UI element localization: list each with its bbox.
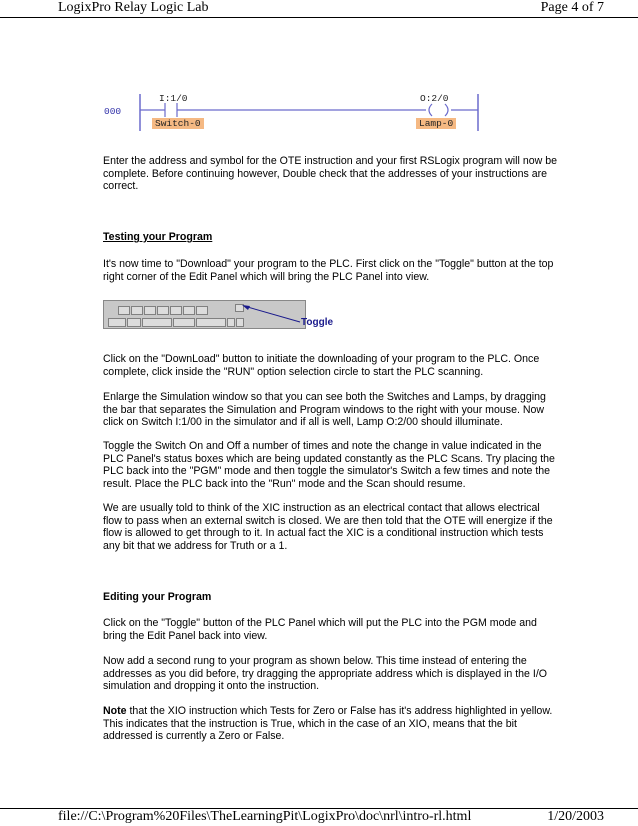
toolbar-icon-button (196, 306, 208, 315)
toolbar-icon-button (131, 306, 143, 315)
print-date: 1/20/2003 (547, 809, 604, 824)
toolbar-icon-button (183, 306, 195, 315)
heading-editing: Editing your Program (103, 591, 212, 603)
ote-symbol: Lamp-0 (416, 118, 456, 129)
toolbar-icon-button (170, 306, 182, 315)
toolbar-tab (127, 318, 141, 327)
note-text: that the XIO instruction which Tests for Zero or False has it's address highlighted in yellow. This indicates that the instruction is True, which in the case of an XIO, means that the bit addressed is currently a Zero or False. (103, 705, 553, 743)
testing-paragraph-1: It's now time to "Download" your program to the PLC. First click on the "Toggle" button at the top right corner of the Edit Panel which will bring the PLC Panel into view. (103, 258, 554, 283)
testing-paragraph-4: Toggle the Switch On and Off a number of times and note the change in value indicated in the PLC Panel's status boxes which are being updated constantly as the PLC Scans. Try placing the PLC back into the "PGM" mode and then toggle the simulator's Switch a few times and note the result. Place the PLC back into the "Run" mode and the Scan should resume. (103, 440, 555, 490)
page-number: Page 4 of 7 (540, 0, 604, 15)
toggle-callout-label: Toggle (301, 317, 334, 328)
editing-paragraph-1: Click on the "Toggle" button of the PLC Panel which will put the PLC into the PGM mode and bring the Edit Panel back into view. (103, 617, 537, 642)
rung-graphic (0, 0, 638, 140)
toolbar-icon-button (118, 306, 130, 315)
heading-testing: Testing your Program (103, 231, 213, 243)
toolbar-icon-button (157, 306, 169, 315)
rung-number: 000 (104, 106, 122, 117)
toolbar-tab (108, 318, 126, 327)
testing-paragraph-5: We are usually told to think of the XIC instruction as an electrical contact that allows electrical flow to pass when an external switch is closed. We are then told that the OTE will energize if the flow is allowed to get through to it. In actual fact the XIC is a conditional instruction which tests any bit that we address for Truth or a 1. (103, 502, 553, 552)
toolbar-tab (227, 318, 235, 327)
ladder-rung (0, 0, 638, 140)
editing-paragraph-3 (103, 705, 558, 743)
testing-paragraph-2: Click on the "DownLoad" button to initiate the downloading of your program to the PLC. Once complete, click inside the "RUN" option selection circle to start the PLC scanning. (103, 353, 540, 378)
editing-paragraph-2: Now add a second rung to your program as shown below. This time instead of entering the addresses as you did before, try dragging the appropriate address which is displayed in the I/O simulation and dropping it onto the instruction. (103, 655, 548, 693)
page-footer (0, 808, 638, 826)
toolbar-icon-button (144, 306, 156, 315)
intro-paragraph: Enter the address and symbol for the OTE instruction and your first RSLogix program will now be complete. Before continuing however, Double check that the addresses of your instructions are correct. (103, 155, 557, 193)
toolbar-tab (142, 318, 172, 327)
ote-address: O:2/0 (420, 93, 449, 104)
document-title: LogixPro Relay Logic Lab (58, 0, 209, 15)
xic-symbol: Switch-0 (152, 118, 204, 129)
toolbar-tab (173, 318, 195, 327)
testing-paragraph-3: Enlarge the Simulation window so that you can see both the Switches and Lamps, by dragging the bar that separates the Simulation and Program windows to the right with your mouse. Now click on Switch I:1/00 in the simulator and if all is well, Lamp O:2/00 should illuminate. (103, 391, 546, 429)
toolbar-tab (196, 318, 226, 327)
file-path: file://C:\Program%20Files\TheLearningPit\LogixPro\doc\nrl\intro-rl.html (58, 809, 472, 824)
note-label: Note (103, 705, 127, 717)
xic-address: I:1/0 (159, 93, 188, 104)
